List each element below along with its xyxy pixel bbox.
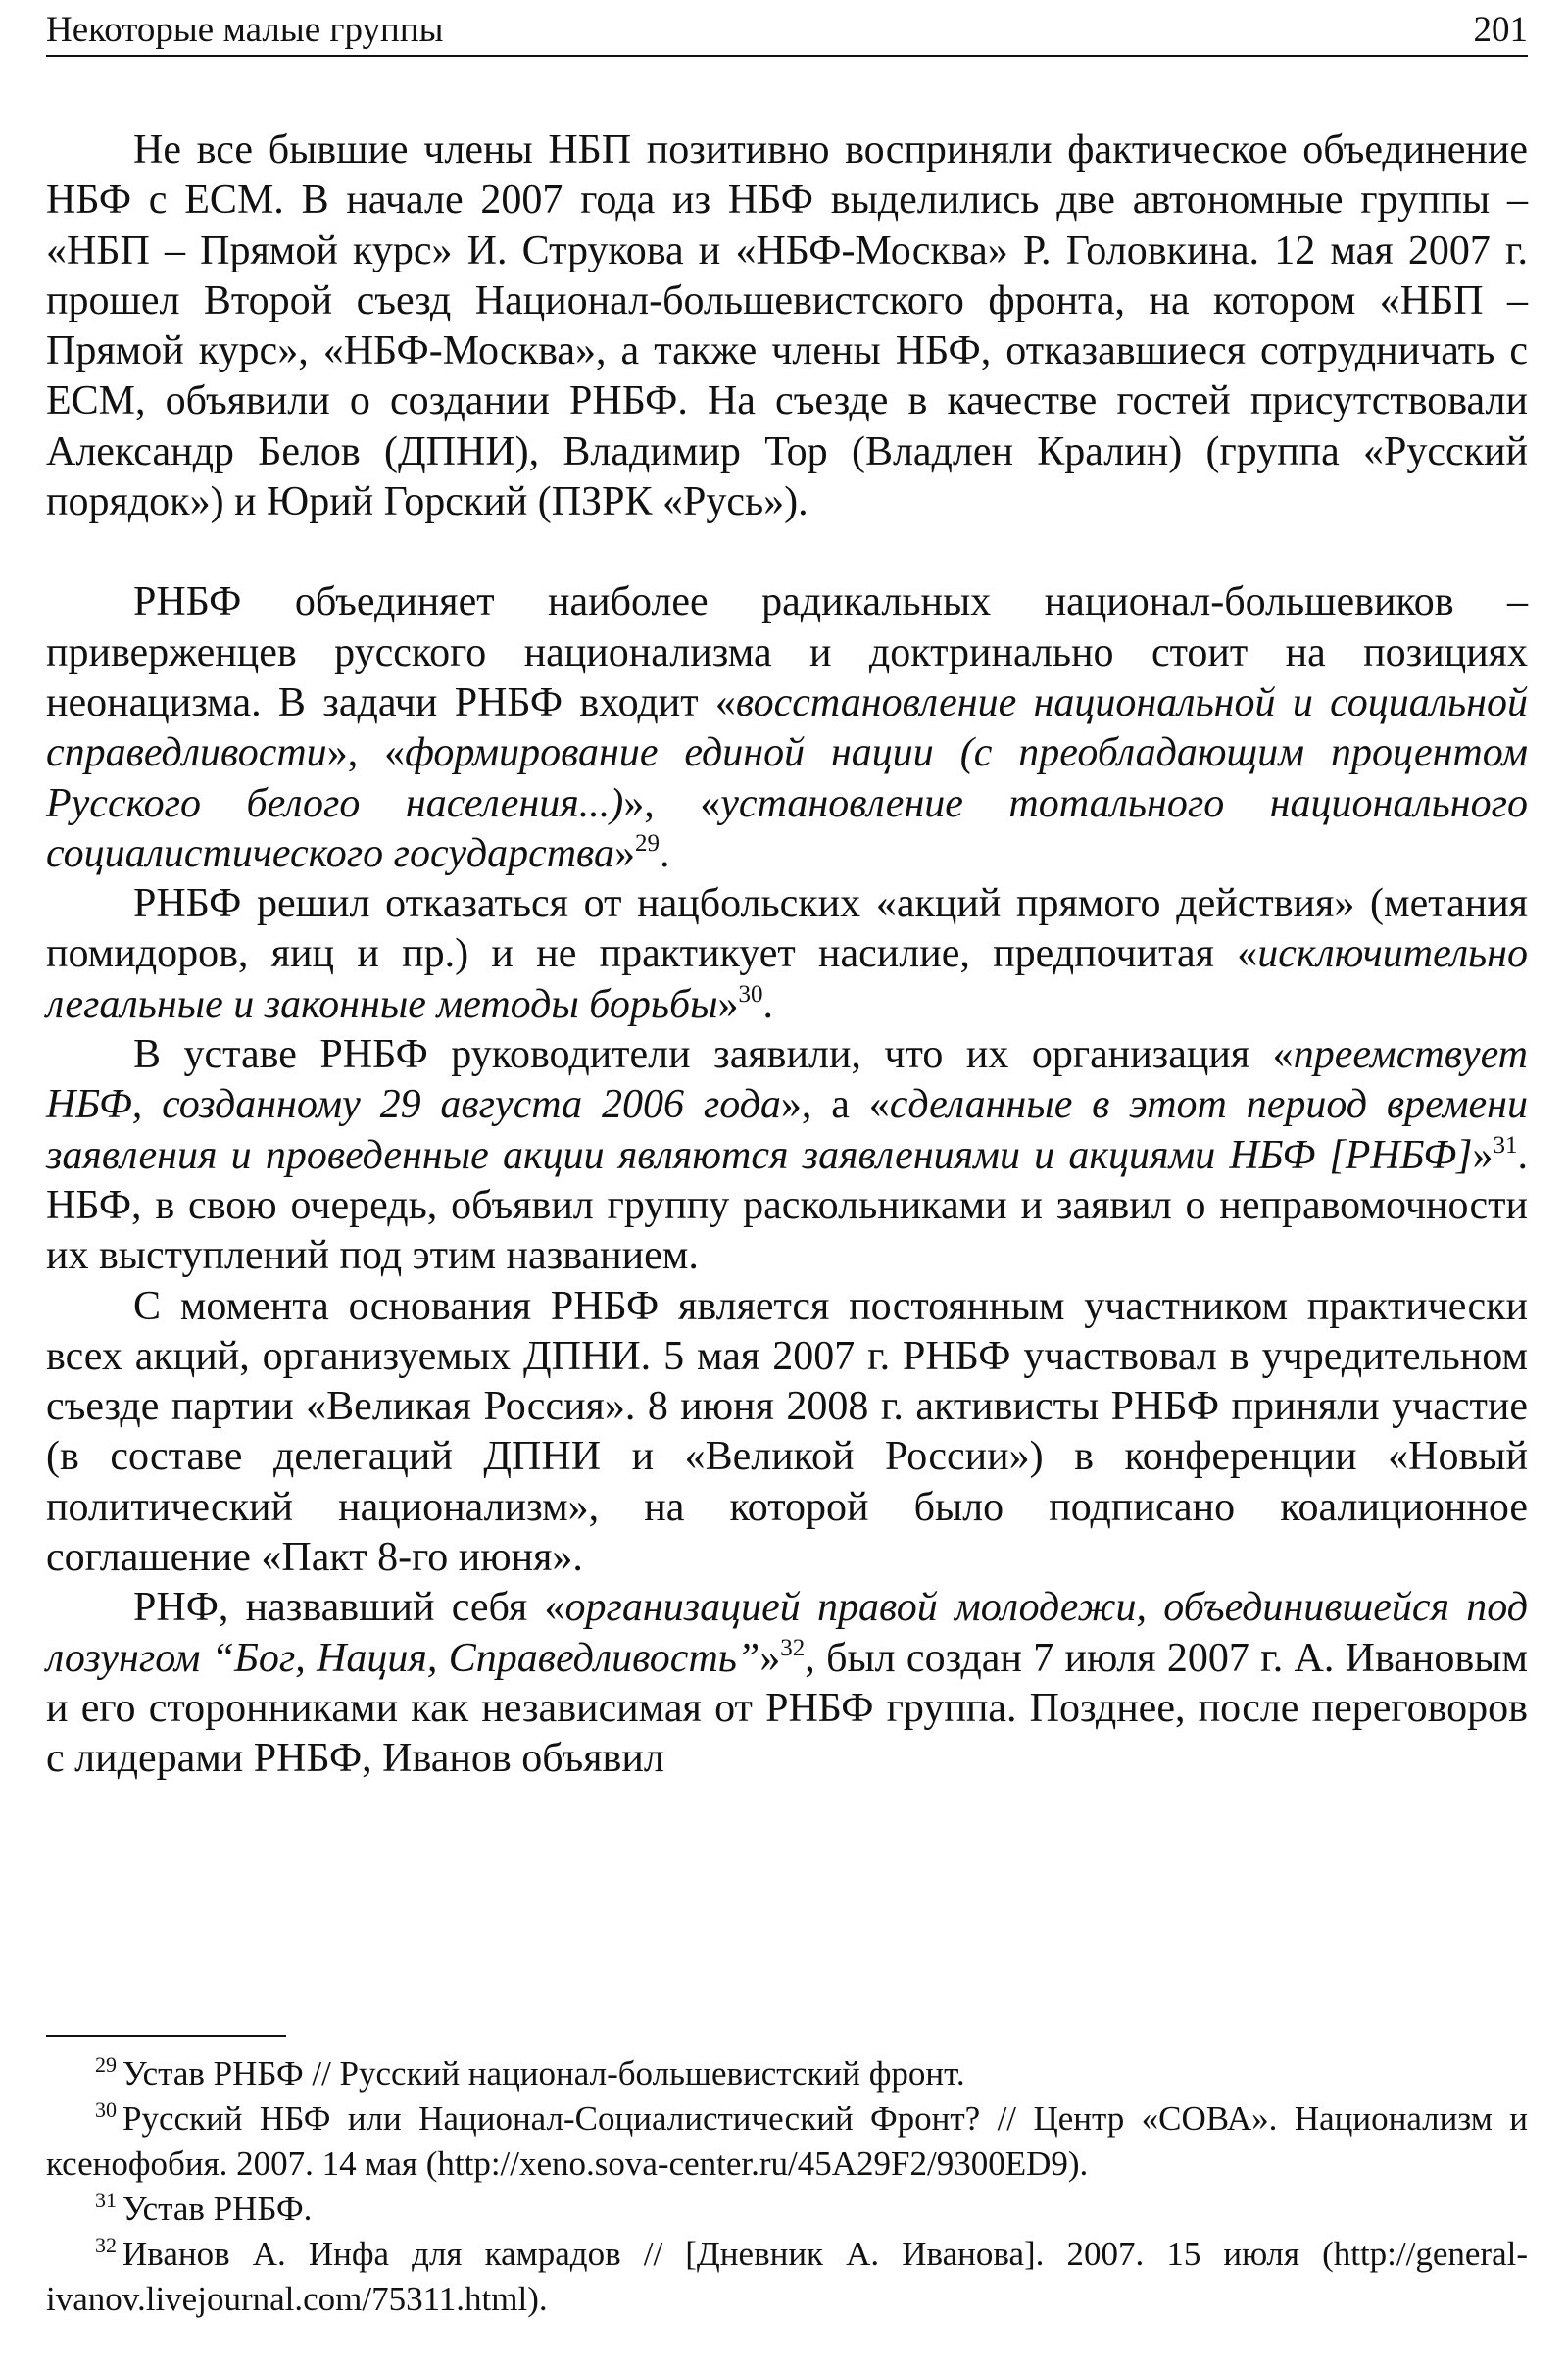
page-number: 201 <box>1473 10 1528 50</box>
footnote-number: 32 <box>95 2233 117 2257</box>
paragraph-text: », а « <box>780 1082 890 1128</box>
paragraph-text: С момента основания РНБФ является постоянным участником практически всех акций, организуемых ДПНИ. 5 мая 2007 г. РНБФ участвовал в учредительном съезде партии «Великая Россия». 8 июня 2008 г. активисты РНБФ приняли участие (в составе делегаций ДПНИ и «Великой России») в конференции «Новый политический национализм», на которой было подписано коалиционное соглашение «Пакт 8-го июня». <box>46 1283 1528 1581</box>
paragraph-4 <box>46 1030 1528 1281</box>
quote-text: организацией правой молодежи, объединившейся под лозунгом “Бог, Нация, Справедливость” <box>46 1585 1528 1681</box>
paragraph-3 <box>46 879 1528 1030</box>
footnote-number: 31 <box>95 2188 117 2212</box>
quote-text: сделанные в этот период времени заявления и проведенные акции являются заявлениями и акциями НБФ [РНБФ] <box>46 1082 1528 1178</box>
footnote-separator <box>46 2035 286 2037</box>
paragraph-text: », « <box>623 780 721 826</box>
paragraph-text: РНБФ решил отказаться от нацбольских «акций прямого действия» (метания помидоров, яиц и пр.) и не практикует насилие, предпочитая « <box>46 881 1528 977</box>
footnote-text: Устав РНБФ // Русский национал-большевистский фронт. <box>122 2054 965 2093</box>
paragraph-text: » <box>760 1635 781 1681</box>
paragraph-5 <box>46 1282 1528 1584</box>
footnote-29 <box>46 2051 1528 2097</box>
paragraph-text: . <box>660 830 670 876</box>
paragraph-text: » <box>614 830 636 876</box>
quote-text: исключительно легальные и законные методы борьбы <box>46 931 1528 1027</box>
quote-text: восстановление национальной и социальной справедливости <box>46 679 1528 776</box>
body-text <box>46 125 1528 1785</box>
footnote-31 <box>46 2187 1528 2232</box>
quote-text: формирование единой нации (с преобладающим процентом Русского белого населения...) <box>46 730 1529 826</box>
footnote-text: Иванов А. Инфа для камрадов // [Дневник А. Иванова]. 2007. 15 июля (http://general-ivanov.livejournal.com/75311.html). <box>46 2235 1528 2318</box>
footnote-number: 29 <box>95 2052 117 2077</box>
paragraph-2 <box>46 577 1528 879</box>
quote-text: установление тотального национального социалистического государства <box>46 780 1529 876</box>
footnotes <box>46 2051 1528 2322</box>
footnote-ref-32[interactable]: 32 <box>780 1634 806 1661</box>
paragraph-1 <box>46 125 1528 527</box>
footnote-ref-30[interactable]: 30 <box>738 980 763 1008</box>
paragraph-6 <box>46 1583 1528 1784</box>
paragraph-text: РНФ, назвавший себя « <box>133 1585 565 1631</box>
paragraph-text: . НБФ, в свою очередь, объявил группу раскольниками и заявил о неправомочности их выступлений под этим названием. <box>46 1132 1528 1279</box>
running-head-title: Некоторые малые группы <box>46 10 444 50</box>
paragraph-text: », « <box>326 730 406 776</box>
paragraph-text: Не все бывшие члены НБП позитивно восприняли фактическое объединение НБФ с ЕСМ. В начале 2007 года из НБФ выделились две автономные группы – «НБП – Прямой курс» И. Струкова и «НБФ-Москва» Р. Головкина. 12 мая 2007 г. прошел Второй съезд Национал-большевистского фронта, на котором «НБП – Прямой курс», «НБФ-Москва», а также члены НБФ, отказавшиеся сотрудничать с ЕСМ, объявили о создании РНБФ. На съезде в качестве гостей присутствовали Александр Белов (ДПНИ), Владимир Тор (Владлен Кралин) (группа «Русский порядок») и Юрий Горский (ПЗРК «Русь»). <box>46 127 1528 525</box>
footnote-text: Русский НБФ или Национал-Социалистический Фронт? // Центр «СОВА». Национализм и ксенофобия. 2007. 14 мая (http://xeno.sova-center.ru/45A29F2/9300ED9). <box>46 2099 1528 2183</box>
footnote-number: 30 <box>95 2098 117 2122</box>
paragraph-text: В уставе РНБФ руководители заявили, что их организация « <box>133 1032 1294 1078</box>
footnote-text: Устав РНБФ. <box>122 2190 313 2228</box>
footnote-ref-31[interactable]: 31 <box>1493 1131 1518 1159</box>
running-head <box>46 6 1528 57</box>
footnote-30 <box>46 2097 1528 2187</box>
quote-text: преемствует НБФ, созданному 29 августа 2006 года <box>46 1032 1528 1128</box>
paragraph-text: РНБФ объединяет наиболее радикальных национал-большевиков – приверженцев русского национализма и доктринально стоит на позициях неонацизма. В задачи РНБФ входит « <box>46 579 1528 725</box>
paragraph-text: » <box>717 981 739 1027</box>
paragraph-text: . <box>762 981 774 1027</box>
paragraph-text: , был создан 7 июля 2007 г. А. Ивановым и его сторонниками как независимая от РНБФ группа. Позднее, после переговоров с лидерами РНБФ, Иванов объявил <box>46 1635 1528 1782</box>
footnote-32 <box>46 2232 1528 2322</box>
footnote-ref-29[interactable]: 29 <box>635 829 661 857</box>
paragraph-text: » <box>1472 1132 1494 1178</box>
book-page <box>46 0 1528 2370</box>
